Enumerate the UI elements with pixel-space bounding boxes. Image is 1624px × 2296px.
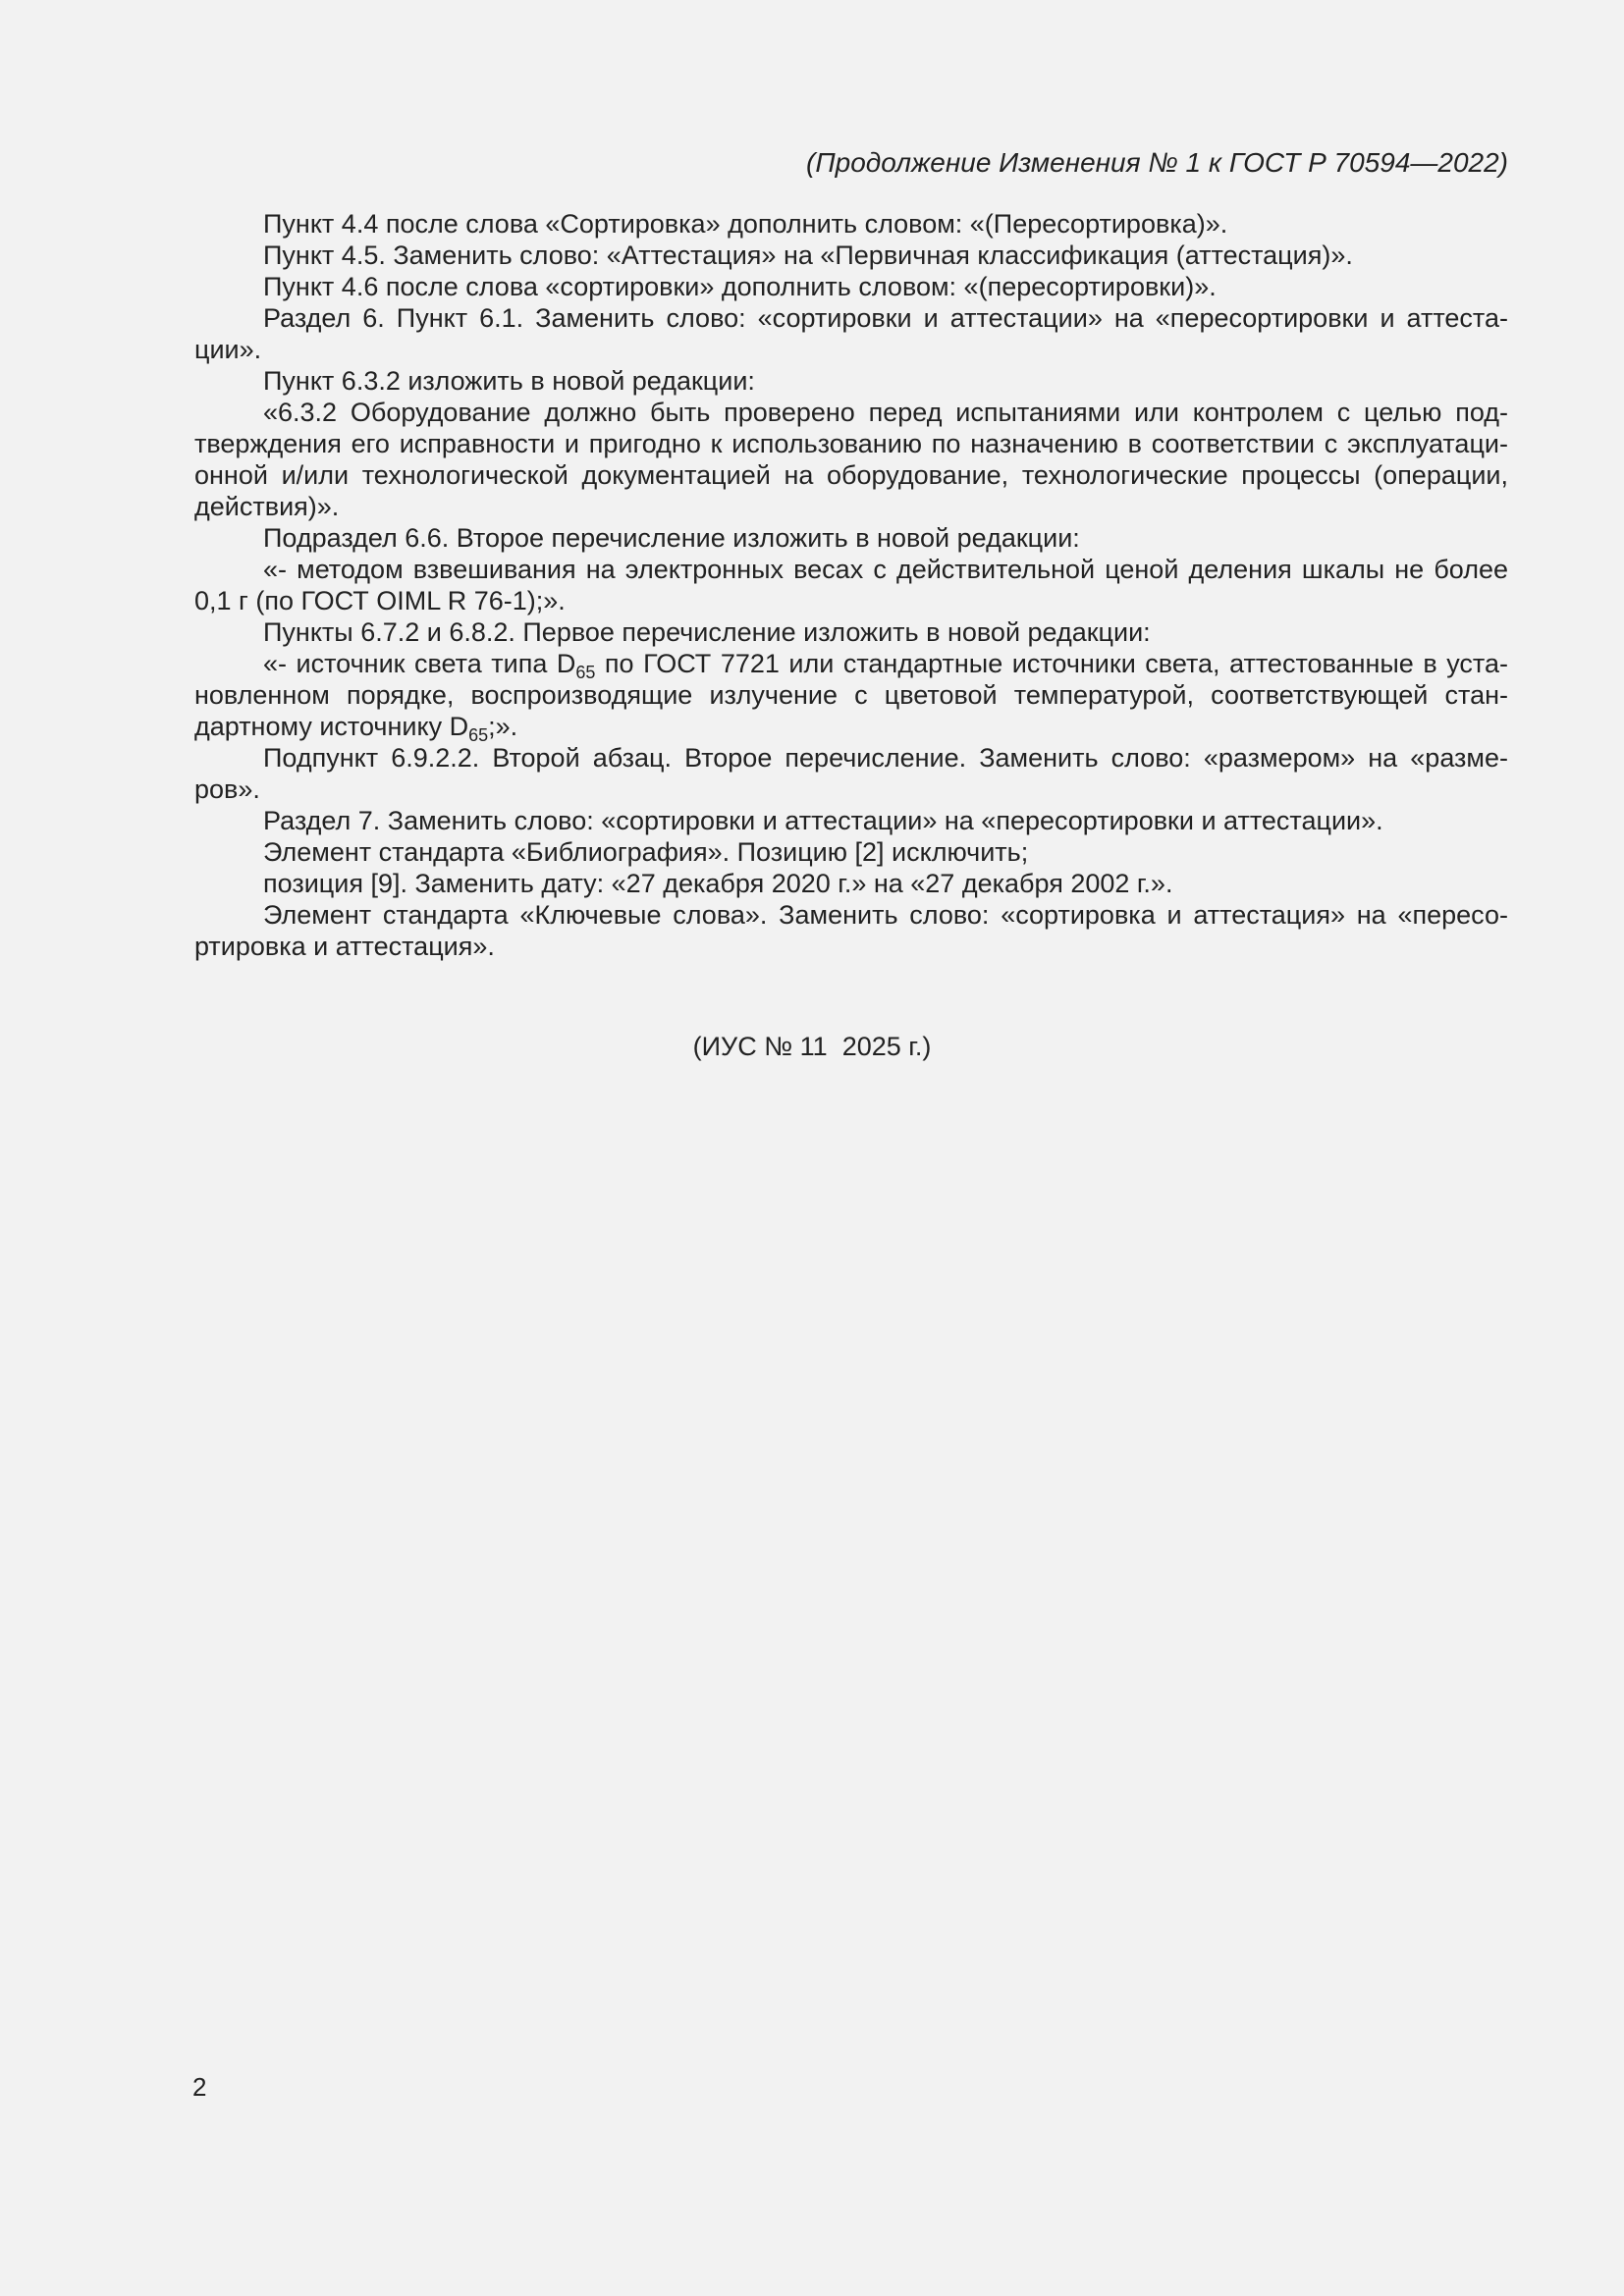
paragraph-6-6-text: «- методом взвешивания на электронных весах с действительной ценой деления шкалы не более 0,1 г (по ГОСТ OIML R 76-1);». — [194, 555, 1508, 615]
paragraph-6-7-2-part2: по ГОСТ 7721 или стандартные источники света, аттестованные в установленном порядке, воспроизводящие излучение с цветовой температурой, соответствующей стандартному источнику D — [194, 649, 1508, 741]
paragraph-position-9: позиция [9]. Заменить дату: «27 декабря 2020 г.» на «27 декабря 2002 г.». — [263, 869, 1173, 898]
paragraph-4-5: Пункт 4.5. Заменить слово: «Аттестация» на «Первичная классификация (аттестация)». — [263, 240, 1353, 270]
paragraph-6-7-2-part3: ;». — [488, 712, 518, 741]
paragraph-6-3-2-intro: Пункт 6.3.2 изложить в новой редакции: — [263, 366, 755, 396]
subscript-65-second: 65 — [468, 725, 489, 745]
page-number: 2 — [192, 2072, 207, 2102]
paragraph-6-1: Раздел 6. Пункт 6.1. Заменить слово: «сортировки и аттестации» на «пересортировки и аттестации». — [194, 303, 1508, 364]
paragraph-6-7-2-part1: «- источник света типа D — [263, 649, 576, 678]
paragraph-4-6: Пункт 4.6 после слова «сортировки» дополнить словом: «(пересортировки)». — [263, 272, 1217, 301]
paragraph-6-7-2-text — [194, 648, 1508, 745]
amendment-body — [194, 208, 1508, 962]
paragraph-6-9-2-2: Подпункт 6.9.2.2. Второй абзац. Второе перечисление. Заменить слово: «размером» на «размеров». — [194, 743, 1508, 804]
paragraph-6-6-intro: Подраздел 6.6. Второе перечисление изложить в новой редакции: — [263, 523, 1080, 553]
paragraph-4-4: Пункт 4.4 после слова «Сортировка» дополнить словом: «(Пересортировка)». — [263, 209, 1228, 239]
paragraph-6-3-2-text: «6.3.2 Оборудование должно быть проверено перед испытаниями или контролем с целью подтверждения его исправности и пригодно к использованию по назначению в соответствии с эксплуатационной и/или технологической документацией на оборудование, технологические процессы (операции, действия)». — [194, 398, 1508, 521]
paragraph-section-7: Раздел 7. Заменить слово: «сортировки и аттестации» на «пересортировки и аттестации». — [263, 806, 1383, 835]
continuation-header: (Продолжение Изменения № 1 к ГОСТ Р 70594—2022) — [806, 147, 1508, 178]
subscript-65-first: 65 — [575, 663, 596, 682]
paragraph-6-7-2-intro: Пункты 6.7.2 и 6.8.2. Первое перечисление изложить в новой редакции: — [263, 617, 1151, 647]
ius-reference: (ИУС № 11 2025 г.) — [692, 1032, 932, 1061]
paragraph-bibliography: Элемент стандарта «Библиография». Позицию [2] исключить; — [263, 837, 1029, 867]
paragraph-keywords: Элемент стандарта «Ключевые слова». Заменить слово: «сортировка и аттестация» на «пересортировка и аттестация». — [194, 900, 1508, 961]
